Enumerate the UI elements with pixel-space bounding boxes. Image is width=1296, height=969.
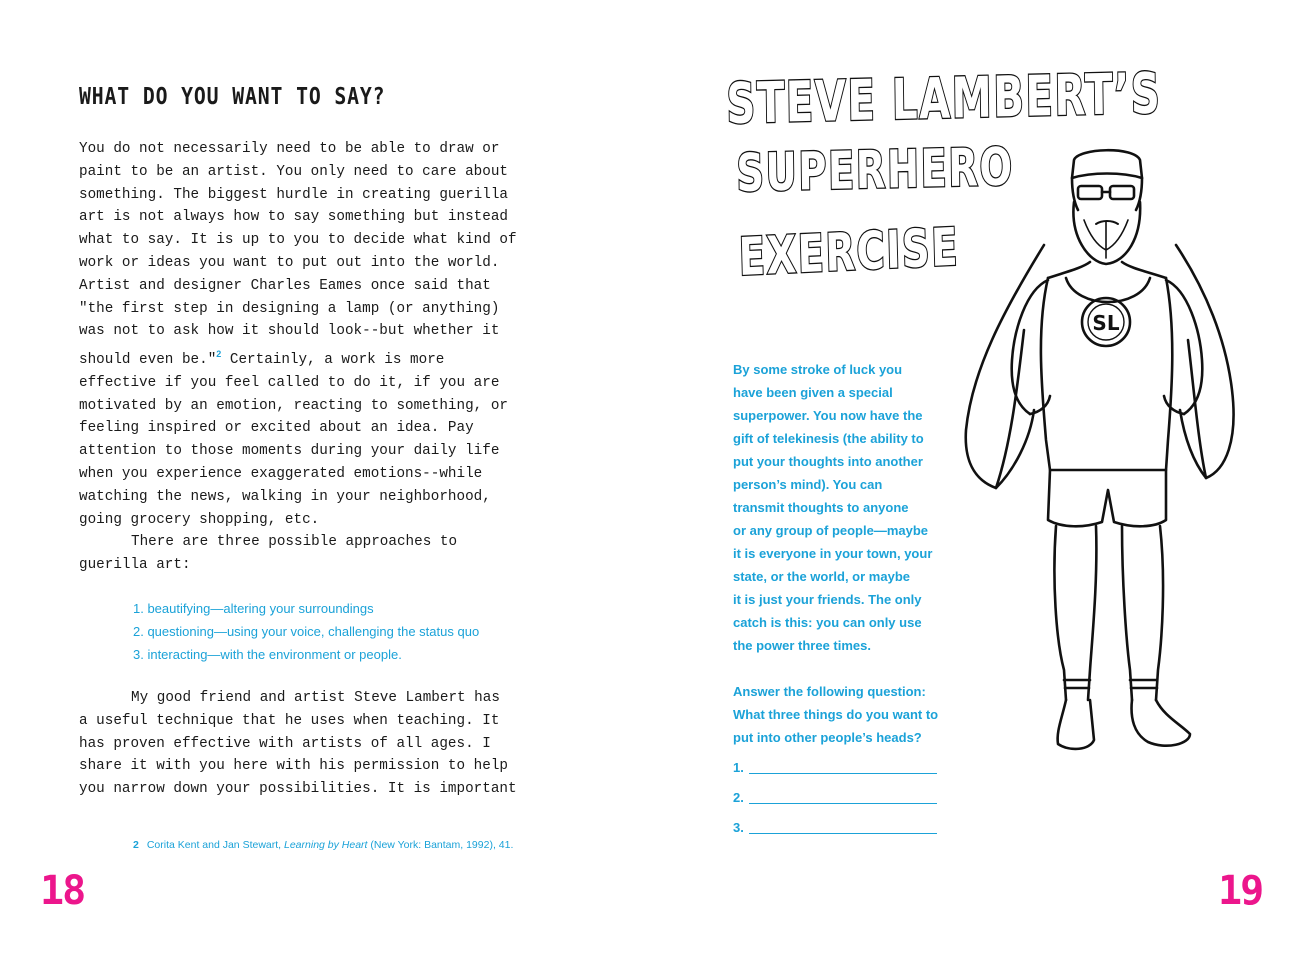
answer-number: 1. — [733, 760, 744, 775]
answer-blank[interactable] — [749, 773, 937, 774]
text-line: something. The biggest hurdle in creating guerilla — [79, 186, 508, 203]
footnote-number: 2 — [133, 839, 139, 851]
page-number: 18 — [40, 868, 85, 914]
text-line: paint to be an artist. You only need to care about — [79, 163, 508, 180]
footnote-reference[interactable]: 2 — [216, 349, 222, 360]
text-line: superpower. You now have the — [733, 408, 923, 423]
text-line: person’s mind). You can — [733, 477, 883, 492]
page-number: 19 — [1218, 868, 1263, 914]
body-paragraph-1 — [79, 138, 549, 577]
emblem-letters: SL — [1092, 311, 1120, 335]
title-line: SUPERHERO — [736, 137, 1014, 204]
right-page — [648, 0, 1296, 969]
text-line: what to say. It is up to you to decide what kind of — [79, 232, 517, 249]
exercise-text — [733, 358, 963, 839]
text-line: My good friend and artist Steve Lambert has — [131, 690, 500, 706]
text-segment: should even be." — [79, 351, 217, 368]
list-item: 3. interacting—with the environment or people. — [133, 647, 402, 662]
text-line: "the first step in designing a lamp (or anything) — [79, 300, 500, 317]
list-item: 1. beautifying—altering your surroundings — [133, 601, 374, 616]
text-line: guerilla art: — [79, 557, 191, 574]
text-line: feeling inspired or excited about an idea. Pay — [79, 420, 474, 437]
footnote — [133, 839, 513, 851]
text-line: share it with you here with his permission to help — [79, 758, 508, 775]
body-paragraph-3 — [79, 687, 549, 801]
superhero-illustration — [944, 140, 1264, 790]
text-segment: Certainly, a work is more — [221, 351, 445, 368]
text-line: catch is this: you can only use — [733, 615, 922, 630]
footnote-text: Corita Kent and Jan Stewart, — [146, 839, 284, 851]
text-line: watching the news, walking in your neighborhood, — [79, 488, 491, 505]
text-line: motivated by an emotion, reacting to something, or — [79, 397, 508, 414]
text-line: when you experience exaggerated emotions--while — [79, 465, 483, 482]
answer-blank[interactable] — [749, 833, 937, 834]
title-line: EXERCISE — [738, 217, 960, 288]
list-item: 2. questioning—using your voice, challenging the status quo — [133, 624, 480, 639]
text-line: a useful technique that he uses when teaching. It — [79, 712, 500, 729]
answer-row[interactable] — [733, 749, 963, 779]
text-line: put your thoughts into another — [733, 454, 923, 469]
answer-row[interactable] — [733, 779, 963, 809]
text-line: going grocery shopping, etc. — [79, 511, 320, 528]
text-line: work or ideas you want to put out into the world. — [79, 254, 500, 271]
text-line: the power three times. — [733, 638, 871, 653]
text-line: You do not necessarily need to be able to draw or — [79, 141, 500, 157]
answer-number: 3. — [733, 820, 744, 835]
text-line: Artist and designer Charles Eames once said that — [79, 277, 491, 294]
text-line — [79, 343, 549, 372]
question-line: What three things do you want to — [733, 707, 939, 722]
footnote-text: (New York: Bantam, 1992), 41. — [367, 839, 514, 851]
text-line: state, or the world, or maybe — [733, 569, 910, 584]
text-line: was not to ask how it should look--but whether it — [79, 323, 500, 340]
text-line: it is just your friends. The only — [733, 592, 922, 607]
question-line: Answer the following question: — [733, 684, 926, 699]
text-line: have been given a special — [733, 385, 893, 400]
text-line: has proven effective with artists of all ages. I — [79, 735, 491, 752]
text-line: gift of telekinesis (the ability to — [733, 431, 924, 446]
answer-number: 2. — [733, 790, 744, 805]
text-line: transmit thoughts to anyone — [733, 500, 909, 515]
answer-row[interactable] — [733, 809, 963, 839]
text-line: effective if you feel called to do it, if you are — [79, 374, 500, 391]
text-line: art is not always how to say something but instead — [79, 209, 508, 226]
answer-blank[interactable] — [749, 803, 937, 804]
text-line: you narrow down your possibilities. It is important — [79, 781, 517, 798]
text-line: By some stroke of luck you — [733, 362, 903, 377]
text-line: or any group of people—maybe — [733, 523, 929, 538]
approaches-list — [133, 597, 479, 666]
text-line: it is everyone in your town, your — [733, 546, 933, 561]
text-line: There are three possible approaches to — [131, 534, 458, 551]
footnote-book-title: Learning by Heart — [284, 839, 368, 851]
section-heading: WHAT DO YOU WANT TO SAY? — [79, 84, 386, 110]
question-line: put into other people’s heads? — [733, 730, 922, 745]
title-line: STEVE LAMBERT’S — [726, 61, 1162, 137]
text-line: attention to those moments during your daily life — [79, 443, 500, 460]
